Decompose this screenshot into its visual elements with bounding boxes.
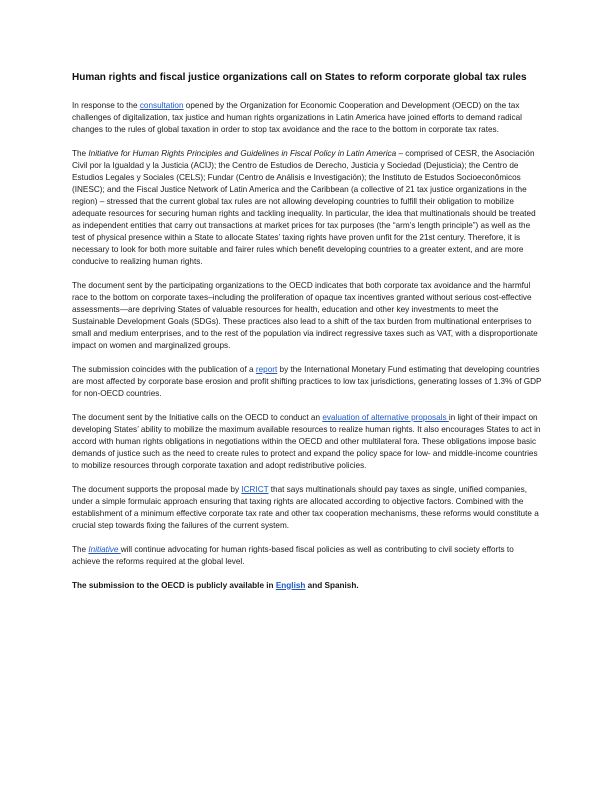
icrict-link[interactable]: ICRICT [241, 484, 269, 494]
paragraph-evaluation: The document sent by the Initiative calls on the OECD to conduct an evaluation of alternative proposals in light of their impact on developing States’ ability to mobilize the maximum available resources to realize human rights. It also encourages States to act in accord with human rights obligations in negotiations within the OECD and other multilateral fora. These obligations impose basic demands of justice such as the need to create rules to protect and expand the policy space for low- and middle-income countries to mobilize resources through corporate taxation and adopt redistributive policies. [72, 412, 541, 470]
initiative-link[interactable]: Initiative [88, 544, 121, 554]
english-link[interactable]: English [275, 580, 306, 590]
paragraph-initiative: The Initiative for Human Rights Principles and Guidelines in Fiscal Policy in Latin America – comprised of CESR, the Asociación Civil por la Igualdad y la Justicia (ACIJ); the Centro de Estudios de Derecho, Justicia y Sociedad (Dejusticia); the Centro de Estudios Legales y Sociales (CELS); Fundar (Centro de Análisis e Investigación); the Instituto de Estudos Socioeconômicos (INESC); and the Fiscal Justice Network of Latin America and the Caribbean (a collective of 21 tax justice organizations in the region) – stressed that the current global tax rules are not allowing developing countries to fulfill their obligation to mobilize adequate resources for securing human rights and tackling inequality. In particular, the idea that multinationals should be treated as independent entities that carry out transactions at market prices for tax purposes (the “arm’s length principle”) as well as the test of physical presence within a State to allocate States’ taxing rights have proven unfit for the 21st century. Therefore, it is necessary to look for both more suitable and fairer rules which benefit developing countries to a greater extent, and are more conducive to realizing human rights. [72, 148, 536, 266]
paragraph-advocacy: The Initiative will continue advocating for human rights-based fiscal policies as well as contributing to civil society efforts to achieve the reforms required at the global level. [72, 544, 514, 566]
paragraph-document: The document sent by the participating organizations to the OECD indicates that both corporate tax avoidance and the harmful race to the bottom on corporate taxes–including the proliferation of opaque tax incentives granted without serious cost-effective assessments—are depriving States of valuable resources for health, education and other key investments to meet the Sustainable Development Goals (SDGs). These practices also lead to a shift of the tax burden from multinational enterprises to small and medium enterprises, and to the rest of the population via indirect regressive taxes such as VAT, with a disproportionate impact on women and marginalized groups. [72, 280, 538, 350]
paragraph-icrict: The document supports the proposal made by ICRICT that says multinationals should pay taxes as single, unified companies, under a simple formulaic approach ensuring that taxing rights are allocated according to objective factors. Combined with the establishment of a minimum effective corporate tax rate and other tax cooperation mechanisms, these reforms would constitute a crucial step towards fixing the failures of the current system. [72, 484, 539, 530]
consultation-link[interactable]: consultation [139, 100, 184, 110]
page-title: Human rights and fiscal justice organizations call on States to reform corporate global tax rules [72, 72, 527, 83]
paragraph-availability: The submission to the OECD is publicly available in English and Spanish. [72, 580, 359, 590]
evaluation-link[interactable]: evaluation of alternative proposals [322, 412, 449, 422]
initiative-name: Initiative for Human Rights Principles and Guidelines in Fiscal Policy in Latin America [88, 148, 397, 158]
paragraph-intro: In response to the consultation opened by the Organization for Economic Cooperation and Development (OECD) on the tax challenges of digitalization, tax justice and human rights organizations in Latin America have joined efforts to demand radical changes to the rules of global taxation in order to stop tax avoidance and the race to the bottom in corporate tax rates. [72, 100, 522, 134]
paragraph-imf: The submission coincides with the publication of a report by the International Monetary Fund estimating that developing countries are most affected by corporate base erosion and profit shifting practices to low tax jurisdictions, generating losses of 1.3% of GDP for non-OECD countries. [72, 364, 542, 398]
report-link[interactable]: report [255, 364, 278, 374]
